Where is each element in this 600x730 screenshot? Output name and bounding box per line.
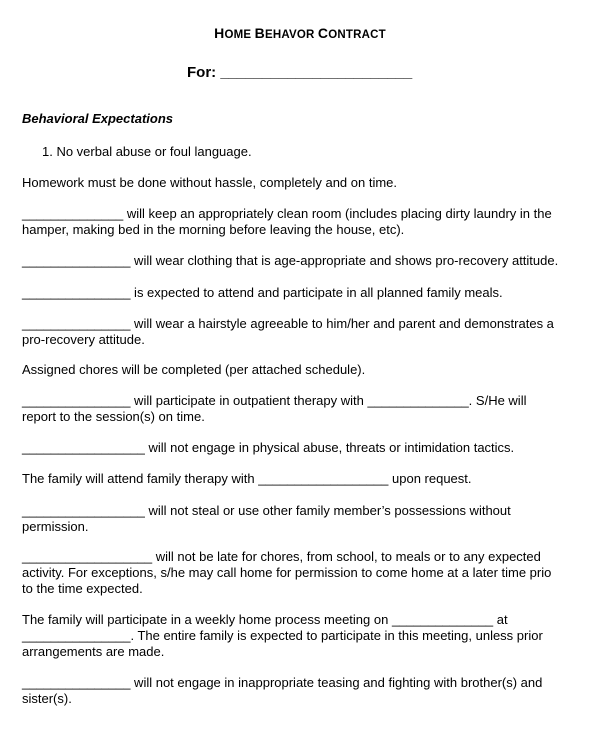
item-line: Homework must be done without hassle, completely and on time.: [22, 175, 398, 190]
item-line: report to the session(s) on time.: [22, 409, 205, 424]
expectation-item: [22, 285, 582, 301]
for-name-line: For: _______________________: [187, 64, 413, 81]
expectation-item: [22, 316, 582, 348]
expectation-item: [22, 549, 582, 597]
expectation-item: [22, 253, 582, 269]
section-heading: Behavioral Expectations: [22, 111, 173, 126]
item-line: permission.: [22, 519, 89, 534]
item-line: _________________ will not steal or use other family member’s possessions without: [22, 503, 511, 518]
item-line: to the time expected.: [22, 581, 143, 596]
item-line: sister(s).: [22, 691, 72, 706]
expectation-item: [22, 206, 582, 238]
item-line: _______________ will wear clothing that is age-appropriate and shows pro-recovery attitude.: [22, 253, 559, 268]
expectation-item: [42, 144, 600, 160]
item-line: _______________. The entire family is expected to participate in this meeting, unless prior: [22, 628, 543, 643]
item-line: The family will attend family therapy with __________________ upon request.: [22, 471, 472, 486]
item-line: _________________ will not engage in physical abuse, threats or intimidation tactics.: [22, 440, 515, 455]
expectation-item: [22, 362, 582, 378]
expectation-item: [22, 440, 582, 456]
item-line: ______________ will keep an appropriately clean room (includes placing dirty laundry in the: [22, 206, 552, 221]
item-line: hamper, making bed in the morning before leaving the house, etc).: [22, 222, 405, 237]
document-title: HOME BEHAVOR CONTRACT: [214, 25, 386, 41]
item-line: _______________ is expected to attend and participate in all planned family meals.: [22, 285, 503, 300]
expectation-item: [22, 503, 582, 535]
item-line: _______________ will wear a hairstyle agreeable to him/her and parent and demonstrates a: [22, 316, 554, 331]
item-line: 1. No verbal abuse or foul language.: [42, 144, 252, 159]
expectation-item: [22, 471, 582, 487]
item-line: Assigned chores will be completed (per attached schedule).: [22, 362, 366, 377]
item-line: _______________ will not engage in inappropriate teasing and fighting with brother(s) and: [22, 675, 543, 690]
item-line: activity. For exceptions, s/he may call home for permission to come home at a later time prio: [22, 565, 552, 580]
item-line: _______________ will participate in outpatient therapy with ______________. S/He will: [22, 393, 527, 408]
item-line: The family will participate in a weekly home process meeting on ______________ at: [22, 612, 508, 627]
expectation-item: [22, 175, 582, 191]
expectation-item: [22, 393, 582, 425]
item-line: pro-recovery attitude.: [22, 332, 145, 347]
item-line: __________________ will not be late for chores, from school, to meals or to any expected: [22, 549, 541, 564]
item-line: arrangements are made.: [22, 644, 165, 659]
expectation-item: [22, 675, 582, 707]
expectation-item: [22, 612, 582, 660]
